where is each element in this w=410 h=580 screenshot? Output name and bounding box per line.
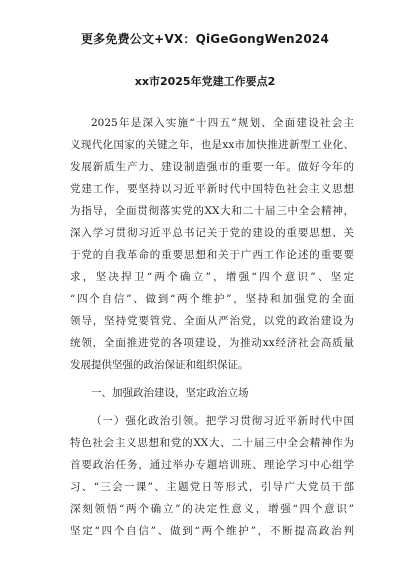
- body-line: 为指导，全面贯彻落实党的XX大和二十届三中全会精神，: [70, 205, 354, 217]
- body-line: （一）强化政治引领。把学习贯彻习近平新时代中国: [91, 415, 354, 427]
- body-line: 深入学习贯彻习近平总书记关于党的建设的重要思想、关: [70, 227, 354, 239]
- document-title: xx市2025年党建工作要点2: [134, 75, 276, 88]
- body-line: 发展新质生产力、建设制造强市的重要一年。做好今年的: [70, 161, 354, 173]
- section-heading: 一、加强政治建设，坚定政治立场: [91, 387, 249, 399]
- body-line: 义现代化国家的关键之年，也是xx市加快推进新型工业化、: [70, 139, 354, 151]
- body-line: 统领，全面推进党的各项建设，为推动xx经济社会高质量: [70, 337, 354, 349]
- document-body: [70, 112, 354, 542]
- body-line: 深刻领悟“两个确立”的决定性意义，增强“四个意识”: [70, 503, 354, 515]
- promo-banner: 更多免费公文+VX：QiGeGongWen2024: [80, 32, 329, 46]
- body-line: “四个自信”、做到“两个维护”，坚持和加强党的全面: [70, 293, 354, 305]
- body-line: 求，坚决捍卫“两个确立”，增强“四个意识”、坚定: [70, 271, 354, 283]
- body-line: 党建工作，要坚持以习近平新时代中国特色社会主义思想: [70, 183, 354, 195]
- body-line: 特色社会主义思想和党的XX大、二十届三中全会精神作为: [70, 437, 354, 449]
- body-line: 发展提供坚强的政治保证和组织保证。: [70, 359, 249, 371]
- body-line: 2025年是深入实施“十四五”规划、全面建设社会主: [91, 117, 354, 129]
- body-line: 于党的自我革命的重要思想和关于广西工作论述的重要要: [70, 249, 354, 261]
- body-line: 领导，坚持党要管党、全面从严治党，以党的政治建设为: [70, 315, 354, 327]
- body-line: 坚定“四个自信”、做到“两个维护”，不断提高政治判: [70, 525, 354, 537]
- body-line: 习、“三会一课”、主题党日等形式，引导广大党员干部: [70, 481, 354, 493]
- body-line: 首要政治任务，通过举办专题培训班、理论学习中心组学: [70, 459, 354, 471]
